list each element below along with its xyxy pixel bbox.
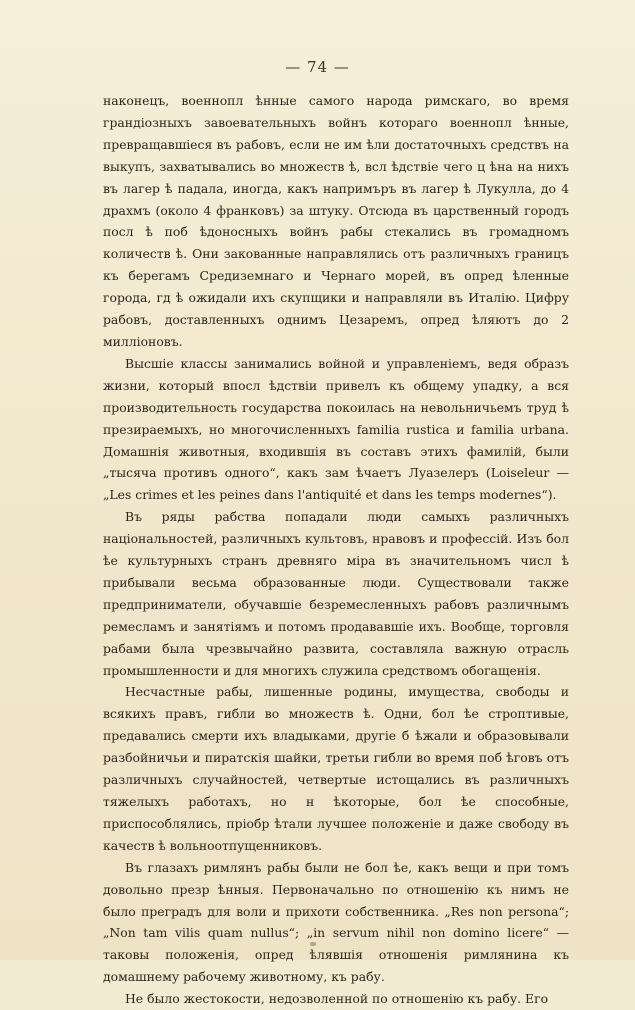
ink-speck xyxy=(310,942,316,946)
paragraph-3: Въ ряды рабства попадали люди самыхъ различныхъ національностей, различныхъ культовъ, нравовъ и профессій. Изъ бол ѣе культурныхъ странъ древняго міра въ значительномъ числ ѣ прибывали весьма образованные люди. Существовали также предприниматели, обучавшіе безремесленныхъ рабовъ различнымъ ремесламъ и занятіямъ и потомъ продававшіе ихъ. Вообще, торговля рабами была чрезвычайно развита, составляла важную отрасль промышленности и для многихъ служила средствомъ обогащенія. xyxy=(103,509,569,678)
paragraph-4: Несчастные рабы, лишенные родины, имущества, свободы и всякихъ правъ, гибли во множеств ѣ. Одни, бол ѣе строптивые, предавались смерти ихъ владыками, другіе б ѣжали и образовывали разбойничьи и пиратскія шайки, третьи гибли во время поб ѣговъ отъ различныхъ случайностей, четвертые истощались въ различныхъ тяжелыхъ работахъ, но н ѣкоторые, бол ѣе способные, приспособлялись, пріобр ѣтали лучшее положеніе и даже свободу въ качеств ѣ вольноотпущенниковъ. xyxy=(103,684,569,853)
page-number: — 74 — xyxy=(285,58,350,76)
paragraph-2: Высшіе классы занимались войной и управленіемъ, ведя образъ жизни, который впосл ѣдствіи привелъ къ общему упадку, а вся производительность государства покоилась на невольничьемъ труд ѣ презираемыхъ, но многочисленныхъ familia rustica и familia urbana. Домашнія животныя, входившія въ составъ этихъ фамилій, были „тысяча противъ одного“, какъ зам ѣчаетъ Луазелеръ (Loiseleur — „Les crimes et les peines dans l'antiquité et dans les temps modernes“). xyxy=(103,355,569,503)
body-text xyxy=(103,90,569,1010)
paragraph-1: наконецъ, военнопл ѣнные самого народа римскаго, во время грандіозныхъ завоевательныхъ войнъ котораго военнопл ѣнные, превращавшіеся въ рабовъ, если не им ѣли достаточныхъ средствъ на выкупъ, захватывались во множеств ѣ, всл ѣдствіе чего ц ѣна на нихъ въ лагер ѣ падала, иногда, какъ напримъръ въ лагер ѣ Лукулла, до 4 драхмъ (около 4 франковъ) за штуку. Отсюда въ царственный городъ посл ѣ поб ѣдоносныхъ войнъ рабы стекались въ громадномъ количеств ѣ. Они закованные направлялись отъ различныхъ границъ къ берегамъ Средиземнаго и Чернаго морей, въ опред ѣленные города, гд ѣ ожидали ихъ скупщики и направляли въ Италію. Цифру рабовъ, доставленныхъ однимъ Цезаремъ, опред ѣляютъ до 2 милліоновъ. xyxy=(103,93,569,349)
paragraph-6: Не было жестокости, недозволенной по отношенію къ рабу. Его xyxy=(125,991,549,1007)
paragraph-5: Въ глазахъ римлянъ рабы были не бол ѣе, какъ вещи и при томъ довольно презр ѣнныя. Первоначально по отношенію къ нимъ не было преградъ для воли и прихоти собственника. „Res non persona“; „Non tam vilis quam nullus“; „in servum nihil non domino licere“ — таковы положенія, опред ѣлявшія отношенія римлянина къ домашнему рабочему животному, къ рабу. xyxy=(103,859,569,985)
